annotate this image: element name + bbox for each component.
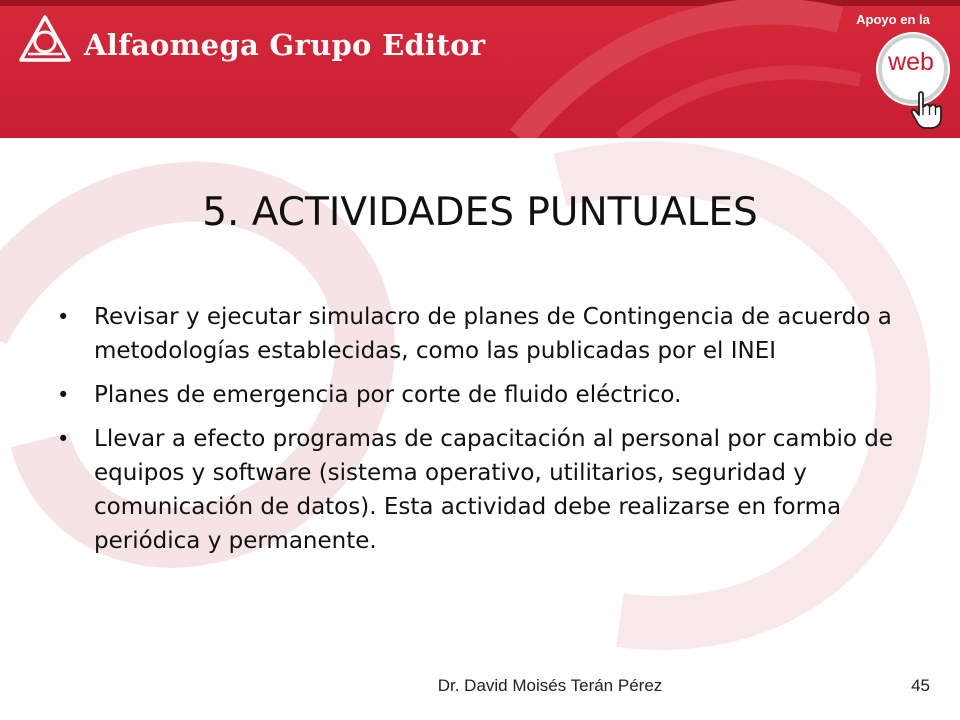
bullet-marker: • (57, 427, 70, 451)
bullet-text: Planes de emergencia por corte de fluido eléctrico. (94, 382, 682, 408)
list-item (56, 422, 936, 558)
footer-author: Dr. David Moisés Terán Pérez (437, 676, 663, 695)
banner-swirl-decoration (0, 0, 960, 138)
brand-name: Alfaomega Grupo Editor (84, 28, 486, 62)
pointer-hand-icon (910, 90, 942, 130)
web-support-badge[interactable] (840, 6, 956, 136)
bullet-marker: • (57, 305, 70, 329)
list-item (56, 300, 936, 368)
page-number: 45 (911, 676, 930, 695)
bullet-list (56, 300, 936, 568)
badge-web-label: web (888, 48, 934, 76)
header-banner (0, 0, 960, 138)
bullet-text: Revisar y ejecutar simulacro de planes de Contingencia de acuerdo a metodologías establecidas, como las publicadas por el INEI (94, 304, 892, 364)
list-item (56, 378, 936, 412)
bullet-marker: • (57, 383, 70, 407)
slide-title: 5. ACTIVIDADES PUNTUALES (202, 190, 758, 235)
bullet-text: Llevar a efecto programas de capacitación al personal por cambio de equipos y software (sistema operativo, utilitarios, seguridad y comunicación de datos). Esta actividad debe realizarse en forma periódica y permanente. (94, 426, 894, 554)
badge-caption: Apoyo en la (856, 12, 930, 27)
alfaomega-logo-icon (18, 14, 72, 64)
